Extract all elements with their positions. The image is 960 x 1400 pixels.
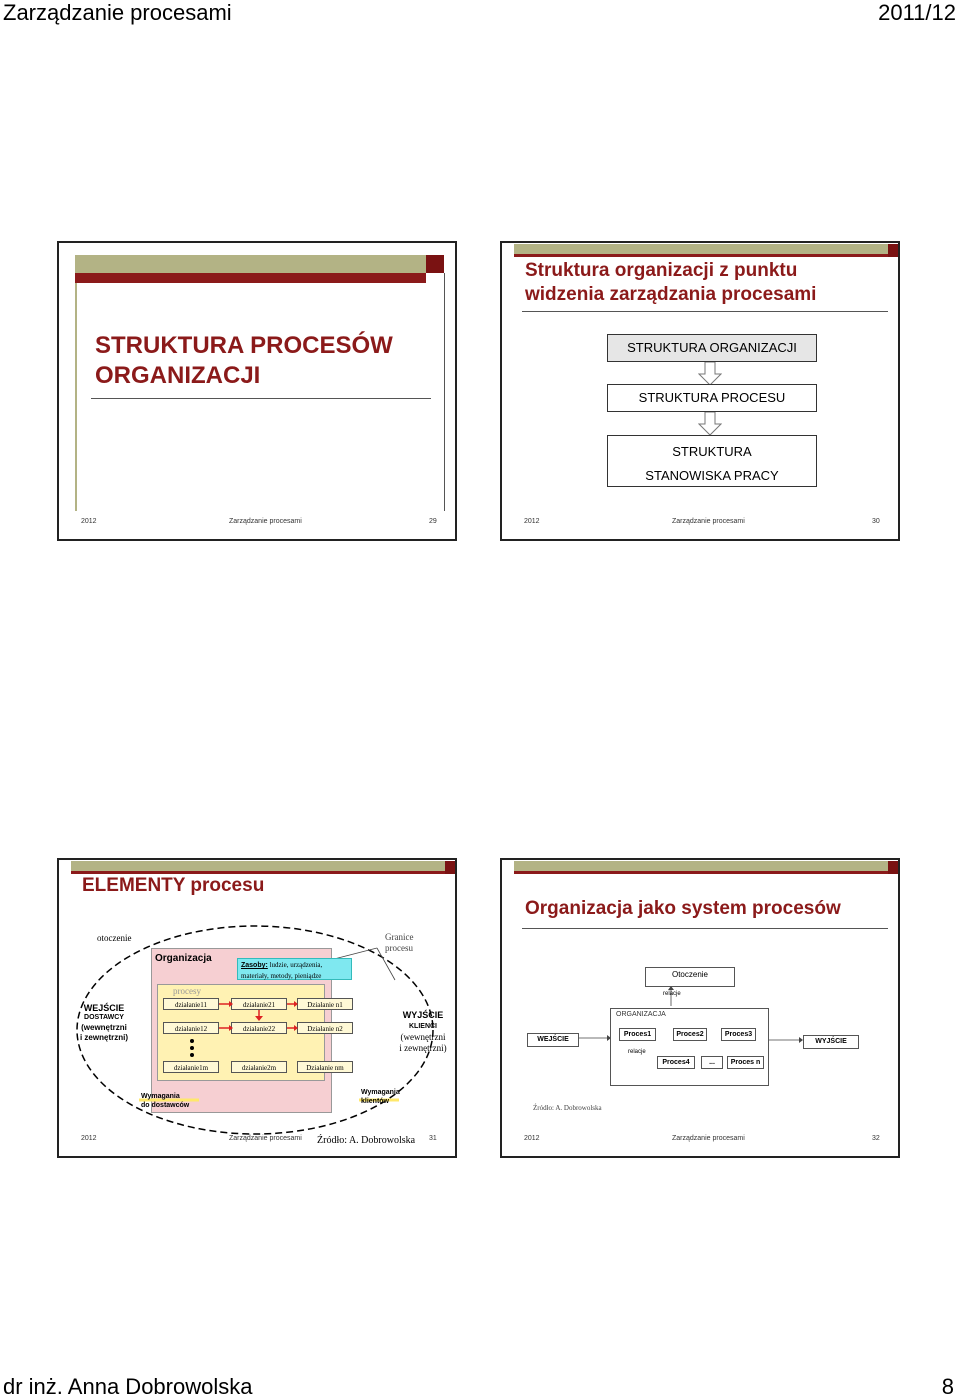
activity-n2: Działanie n2 — [297, 1022, 353, 1034]
requirements-clients-line1: Wymagania — [361, 1089, 400, 1096]
header-year: 2011/12 — [878, 0, 956, 25]
arrow-right-icon — [229, 1025, 233, 1031]
slide-footer-number: 29 — [429, 518, 437, 525]
clients-label: KLIENCI — [409, 1023, 437, 1030]
output-clients — [393, 1010, 453, 1054]
slide-title-line1: STRUKTURA PROCESÓW — [95, 332, 393, 359]
slide-title — [95, 331, 393, 391]
label-organization: ORGANIZACJA — [616, 1011, 666, 1018]
suppliers-internal: (wewnętrzni — [81, 1023, 127, 1032]
activity-12: działanie12 — [163, 1022, 219, 1034]
box-struktura-stanowiska-pracy — [607, 435, 817, 487]
slide-title-line1: Struktura organizacji z punktu — [525, 260, 798, 281]
slide-decoration-square — [888, 244, 898, 257]
source-credit: Źródło: A. Dobrowolska — [317, 1135, 416, 1146]
box-struktura-procesu: STRUKTURA PROCESU — [607, 384, 817, 412]
arrow-down-icon — [255, 1016, 263, 1021]
box-line2: STANOWISKA PRACY — [645, 468, 779, 483]
slide-decoration-bar — [514, 244, 888, 254]
slide-footer-year: 2012 — [524, 518, 540, 525]
slide-footer-year: 2012 — [81, 518, 97, 525]
activity-n1: Działanie n1 — [297, 998, 353, 1010]
slide-29 — [57, 241, 457, 541]
slide-footer-year: 2012 — [524, 1135, 540, 1142]
slide-30 — [500, 241, 900, 541]
label-organizacja: Organizacja — [155, 953, 212, 964]
slide-title: Organizacja jako system procesów — [525, 898, 841, 919]
slide-decoration-left-line — [75, 283, 77, 511]
arrow-down-icon — [698, 362, 722, 386]
label-otoczenie: otoczenie — [97, 933, 132, 943]
arrow-right-icon — [294, 1001, 298, 1007]
slide-31 — [57, 858, 457, 1158]
output-box: WYJŚCIE — [803, 1035, 859, 1049]
slide-decoration-square — [426, 255, 444, 273]
slide-footer-year: 2012 — [81, 1135, 97, 1142]
input-suppliers — [77, 1003, 131, 1043]
activity-2m: działanie2m — [231, 1061, 287, 1073]
process-1-box: Proces1 — [619, 1028, 656, 1041]
slide-title: ELEMENTY procesu — [82, 875, 265, 896]
ellipsis-dot — [190, 1039, 194, 1043]
activity-11: działanie11 — [163, 998, 219, 1010]
slide-title — [525, 259, 816, 307]
process-3-box: Proces3 — [721, 1028, 756, 1041]
slide-decoration-bar-dark — [514, 254, 888, 257]
output-label: WYJŚCIE — [402, 1010, 444, 1020]
label-granice-line1: Granice — [385, 932, 414, 942]
process-2-box: Proces2 — [673, 1028, 707, 1041]
slide-footer-number: 31 — [429, 1135, 437, 1142]
input-label: WEJŚCIE — [83, 1003, 125, 1013]
slide-footer-title: Zarządzanie procesami — [672, 518, 745, 525]
slide-decoration-bar — [75, 255, 426, 273]
ellipsis-dot — [190, 1046, 194, 1050]
header-course-title: Zarządzanie procesami — [3, 0, 232, 25]
process-n-box: Proces n — [727, 1056, 764, 1069]
requirements-clients-line2: klientów — [361, 1098, 390, 1105]
title-underline — [522, 311, 888, 312]
source-credit: Źródło: A. Dobrowolska — [533, 1104, 602, 1112]
process-ellipsis-box: ... — [701, 1056, 723, 1069]
slide-32 — [500, 858, 900, 1158]
activity-nm: Działanie nm — [297, 1061, 353, 1073]
activity-1m: działanie1m — [163, 1061, 219, 1073]
title-underline — [91, 398, 431, 399]
activity-22: działanie22 — [231, 1022, 287, 1034]
page-header — [0, 0, 960, 28]
suppliers-external: i zewnętrzni) — [79, 1033, 128, 1042]
slide-footer-title: Zarządzanie procesami — [229, 518, 302, 525]
requirements-suppliers-line1: Wymagania — [141, 1093, 180, 1100]
slide-decoration-bar-dark — [75, 273, 426, 283]
footer-author: dr inż. Anna Dobrowolska — [3, 1374, 253, 1399]
activity-21: działanie21 — [231, 998, 287, 1010]
arrow-right-icon — [294, 1025, 298, 1031]
slide-footer-title: Zarządzanie procesami — [672, 1135, 745, 1142]
ellipsis-dot — [190, 1053, 194, 1057]
resources-label: Zasoby: — [241, 962, 268, 969]
process-4-box: Proces4 — [657, 1056, 695, 1069]
box-line1: STRUKTURA — [672, 444, 752, 459]
requirements-clients — [361, 1088, 400, 1106]
footer-page-number: 8 — [941, 1374, 954, 1399]
suppliers-label: DOSTAWCY — [84, 1014, 124, 1021]
slide-title-line2: widzenia zarządzania procesami — [525, 284, 817, 305]
resources-text1: ludzie, urządzenia, — [267, 961, 323, 969]
label-granice-line2: procesu — [385, 943, 413, 953]
label-relations-bottom: relacje — [628, 1049, 646, 1055]
label-procesy: procesy — [173, 986, 201, 996]
label-relations-top: relacje — [663, 991, 681, 997]
clients-external: i zewnętrzni) — [399, 1043, 447, 1053]
slide-footer-title: Zarządzanie procesami — [229, 1135, 302, 1142]
slide-footer-number: 32 — [872, 1135, 880, 1142]
arrow-right-icon — [229, 1001, 233, 1007]
organization-box — [610, 1008, 769, 1086]
environment-box: Otoczenie — [645, 967, 735, 987]
slide-decoration-right-line — [444, 273, 445, 511]
box-struktura-organizacji: STRUKTURA ORGANIZACJI — [607, 334, 817, 362]
arrow-down-icon — [698, 412, 722, 436]
input-box: WEJŚCIE — [527, 1033, 579, 1047]
requirements-suppliers — [141, 1092, 189, 1110]
clients-internal: (wewnętrzni — [400, 1032, 446, 1042]
slide-title-line2: ORGANIZACJI — [95, 362, 261, 389]
slide-footer-number: 30 — [872, 518, 880, 525]
resources-text2: materiały, metody, pieniądze — [241, 972, 322, 980]
requirements-suppliers-line2: do dostawców — [141, 1102, 190, 1109]
